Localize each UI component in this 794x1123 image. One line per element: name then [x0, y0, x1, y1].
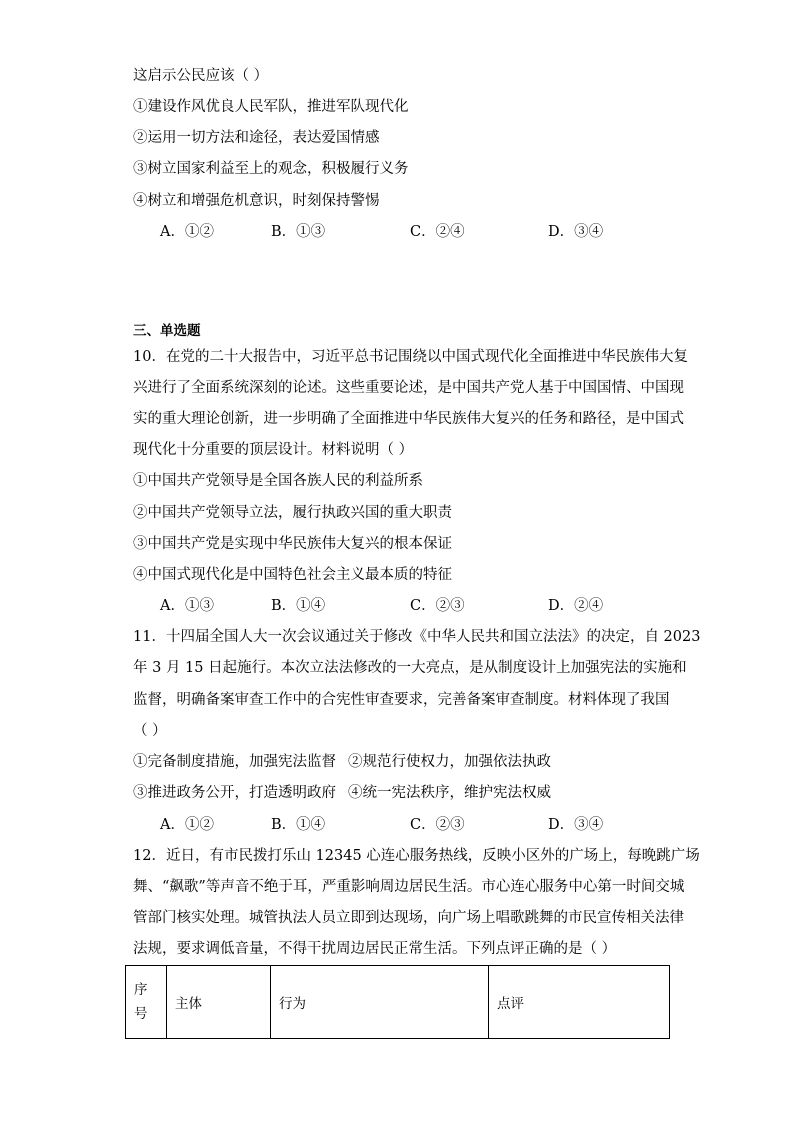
q11-stem-line-2: 年 3 月 15 日起施行。本次立法法修改的一大亮点，是从制度设计上加强宪法的实施和 — [133, 660, 687, 676]
q9-option-b: B．①③ — [271, 224, 326, 240]
q9-item-1: ①建设作风优良人民军队，推进军队现代化 — [133, 99, 409, 115]
q11-item-3: ③推进政务公开，打造透明政府 — [133, 785, 336, 801]
q11-option-d: D．③④ — [548, 817, 604, 833]
q12-header-subject: 主体 — [167, 966, 271, 1039]
q12-header-seq-text: 序号 — [134, 982, 148, 1022]
q11-item-2: ②规范行使权力，加强依法执政 — [348, 754, 551, 770]
q10-stem-line-3: 实的重大理论创新，进一步明确了全面推进中华民族伟大复兴的任务和路径，是中国式 — [133, 411, 684, 427]
q10-item-4: ④中国式现代化是中国特色社会主义最本质的特征 — [133, 567, 452, 583]
q11-items-row-2 — [133, 783, 551, 803]
q12-table-header-row — [126, 966, 670, 1039]
q9-item-3: ③树立国家利益至上的观念，积极履行义务 — [133, 161, 409, 177]
q10-options — [160, 596, 620, 616]
q12-stem-line-4: 法规，要求调低音量，不得干扰周边居民正常生活。下列点评正确的是（ ） — [133, 941, 617, 957]
q12-stem-line-1: 12．近日，有市民拨打乐山 12345 心连心服务热线，反映小区外的广场上，每晚跳广场 — [133, 848, 700, 864]
q9-item-2: ②运用一切方法和途径，表达爱国情感 — [133, 130, 380, 146]
q12-header-action: 行为 — [271, 966, 489, 1039]
q12-stem-line-3: 管部门核实处理。城管执法人员立即到达现场，向广场上唱歌跳舞的市民宣传相关法律 — [133, 910, 684, 926]
q10-option-b: B．①④ — [271, 598, 326, 614]
q9-stem-tail: 这启示公民应该（ ） — [133, 68, 269, 84]
q11-stem-line-4: （ ） — [133, 723, 167, 739]
q10-option-d: D．②④ — [548, 598, 604, 614]
q9-item-4: ④树立和增强危机意识，时刻保持警惕 — [133, 193, 380, 209]
q9-option-a: A．①② — [160, 224, 214, 240]
q11-option-a: A．①② — [160, 817, 214, 833]
q11-option-b: B．①④ — [271, 817, 326, 833]
q9-option-c: C．②④ — [410, 224, 465, 240]
q10-option-a: A．①③ — [160, 598, 214, 614]
q10-stem-line-1: 10．在党的二十大报告中，习近平总书记围绕以中国式现代化全面推进中华民族伟大复 — [133, 349, 688, 365]
q11-stem-line-1: 11．十四届全国人大一次会议通过关于修改《中华人民共和国立法法》的决定，自 2023 — [133, 629, 701, 645]
q11-options — [160, 815, 620, 835]
q11-item-4: ④统一宪法秩序，维护宪法权威 — [348, 785, 551, 801]
q10-item-3: ③中国共产党是实现中华民族伟大复兴的根本保证 — [133, 536, 452, 552]
q9-option-d: D．③④ — [548, 224, 604, 240]
q12-stem-line-2: 舞、“飙歌”等声音不绝于耳，严重影响周边居民生活。市心连心服务中心第一时间交城 — [133, 879, 685, 895]
q10-item-1: ①中国共产党领导是全国各族人民的利益所系 — [133, 473, 423, 489]
q11-option-c: C．②③ — [410, 817, 465, 833]
q10-item-2: ②中国共产党领导立法，履行执政兴国的重大职责 — [133, 505, 452, 521]
q10-option-c: C．②③ — [410, 598, 465, 614]
q12-header-seq — [126, 966, 167, 1039]
q10-stem-line-2: 兴进行了全面系统深刻的论述。这些重要论述，是中国共产党人基于中国国情、中国现 — [133, 380, 684, 396]
q11-item-1: ①完备制度措施，加强宪法监督 — [133, 754, 336, 770]
q11-stem-line-3: 监督，明确备案审查工作中的合宪性审查要求，完善备案审查制度。材料体现了我国 — [133, 692, 670, 708]
q12-header-comment: 点评 — [489, 966, 670, 1039]
q12-table — [125, 965, 670, 1039]
q11-items-row-1 — [133, 752, 551, 772]
q10-stem-line-4: 现代化十分重要的顶层设计。材料说明（ ） — [133, 442, 414, 458]
q9-options — [160, 222, 620, 242]
section-heading: 三、单选题 — [133, 323, 201, 339]
